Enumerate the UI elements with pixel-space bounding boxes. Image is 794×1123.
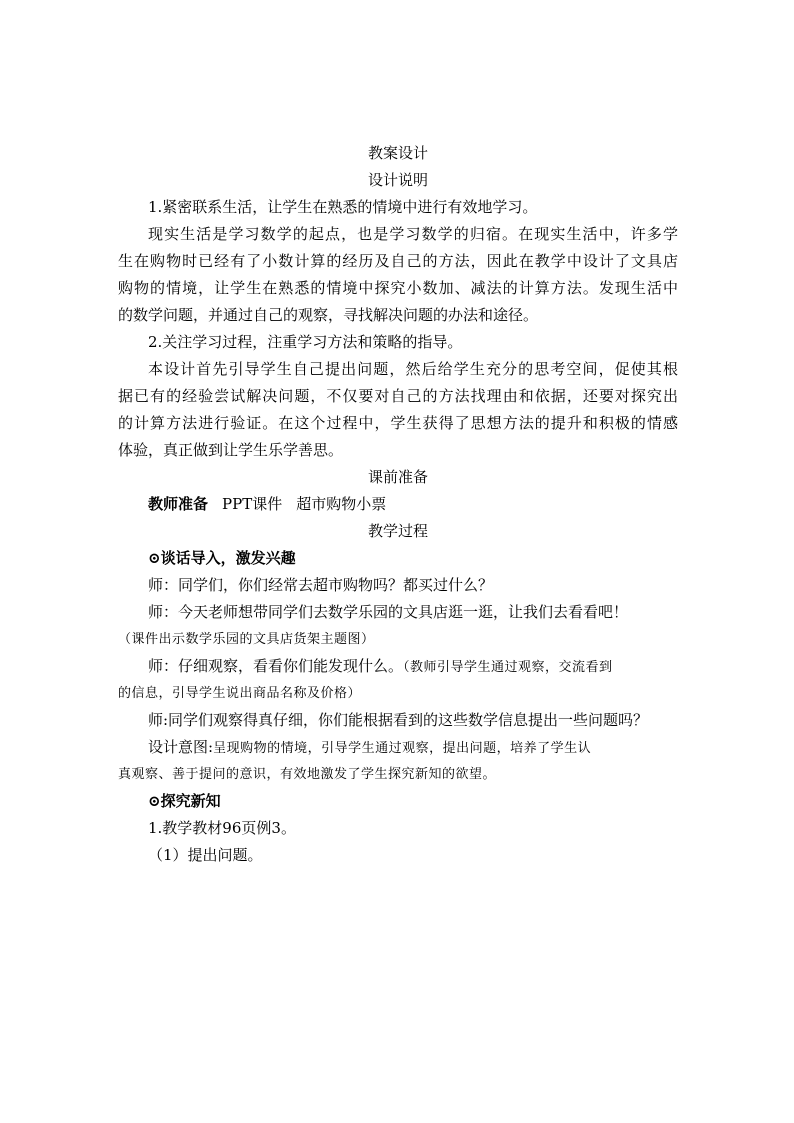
design-intent-line: [118, 734, 678, 761]
paragraph-line: 的计算方法进行验证。在这个过程中，学生获得了思想方法的提升和积极的情感: [118, 414, 678, 432]
preparation-item: 超市购物小票: [296, 495, 387, 513]
step-heading-introduction: ⊙谈话导入，激发兴趣: [148, 549, 296, 567]
design-intent-text-continued: 真观察、善于提问的意识，有效地激发了学生探究新知的欲望。: [118, 767, 497, 782]
teacher-note-continued: 的信息，引导学生说出商品名称及价格）: [118, 686, 362, 701]
dialog-line: 师：同学们，你们经常去超市购物吗？都买过什么？: [148, 576, 494, 594]
document-content: [118, 140, 678, 869]
teaching-item-1: 1.教学教材96页例3。: [148, 819, 296, 837]
preparation-label: 教师准备: [148, 495, 209, 513]
document-title: 教案设计: [367, 144, 428, 162]
section-heading-preparation: 课前准备: [367, 468, 428, 486]
dialog-line: [118, 653, 678, 680]
section-heading-teaching-process: 教学过程: [367, 522, 428, 540]
paragraph-line: 的数学问题，并通过自己的观察，寻找解决问题的办法和途径。: [118, 306, 539, 324]
dialog-line: 师:同学们观察得真仔细，你们能根据看到的这些数学信息提出一些问题吗？: [148, 711, 649, 729]
dialog-line: 师：今天老师想带同学们去数学乐园的文具店逛一逛，让我们去看看吧！: [148, 603, 629, 621]
teaching-subitem: （1）提出问题。: [148, 846, 263, 864]
step-heading-explore: ⊙探究新知: [148, 792, 221, 810]
preparation-line: [118, 491, 678, 518]
paragraph-line: 购物的情境，让学生在熟悉的情境中探究小数加、减法的计算方法。发现生活中: [118, 279, 678, 297]
design-intent-label: 设计意图:: [148, 738, 214, 756]
preparation-item: PPT课件: [222, 495, 283, 513]
paragraph-line: 本设计首先引导学生自己提出问题，然后给学生充分的思考空间，促使其根: [148, 360, 678, 378]
paragraph-line: 生在购物时已经有了小数计算的经历及自己的方法，因此在教学中设计了文具店: [118, 252, 678, 270]
paragraph-line: 体验，真正做到让学生乐学善思。: [118, 441, 344, 459]
design-point-1: 1.紧密联系生活，让学生在熟悉的情境中进行有效地学习。: [148, 198, 538, 216]
paragraph-line: 据已有的经验尝试解决问题，不仅要对自己的方法找理由和依据，还要对探究出: [118, 387, 678, 405]
section-heading-design-notes: 设计说明: [367, 171, 428, 189]
design-intent-text: 呈现购物的情境，引导学生通过观察，提出问题，培养了学生认: [213, 741, 592, 756]
design-point-2: 2.关注学习过程，注重学习方法和策略的指导。: [148, 333, 463, 351]
teacher-note: （教师引导学生通过观察，交流看到: [403, 660, 613, 675]
courseware-note: （课件出示数学乐园的文具店货架主题图）: [118, 632, 375, 647]
paragraph-line: 现实生活是学习数学的起点，也是学习数学的归宿。在现实生活中，许多学: [148, 225, 678, 243]
dialog-text: 师：仔细观察，看看你们能发现什么。: [148, 657, 404, 675]
